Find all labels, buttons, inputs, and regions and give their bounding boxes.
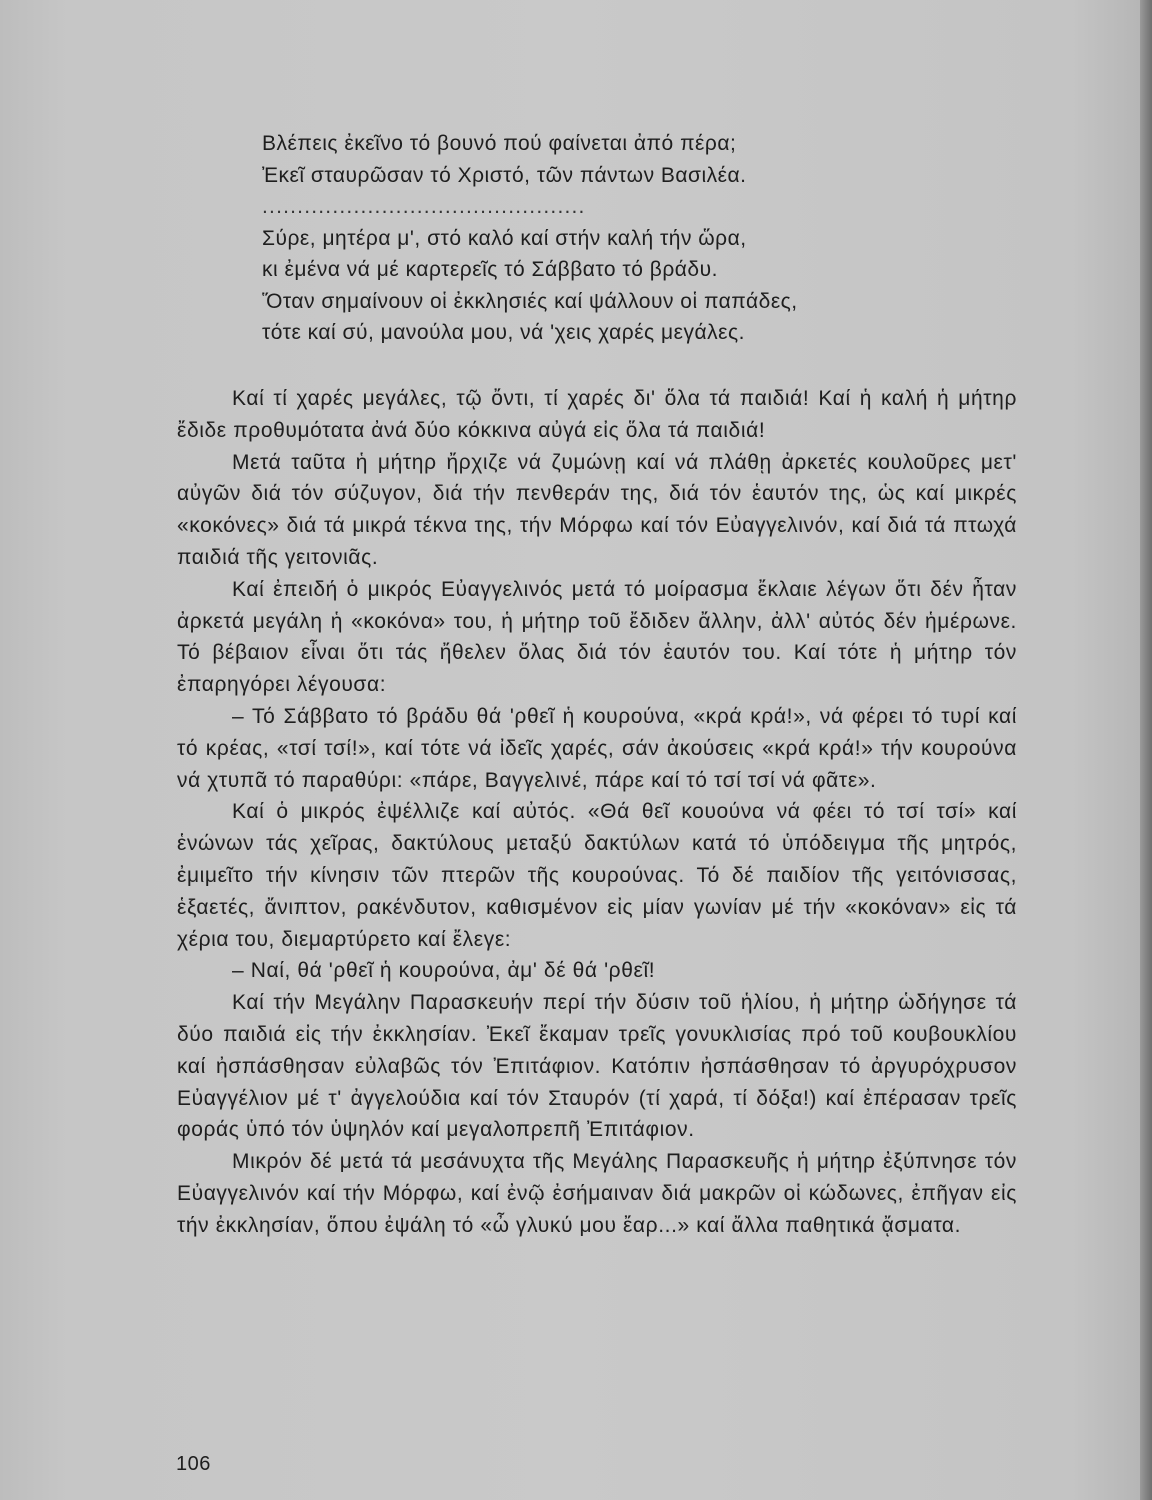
verse-line: Βλέπεις ἐκεῖνο τό βουνό πού φαίνεται ἀπό πέρα; [262, 132, 737, 155]
paragraph: Μετά ταῦτα ἡ μήτηρ ἤρχιζε νά ζυμώνῃ καί νά πλάθῃ ἀρκετές κουλοῦρες μετ' αὐγῶν διά τόν σύζυγον, διά τήν πενθεράν της, διά τόν ἑαυτόν της, ὡς καί μικρές «κοκόνες» διά τά μικρά τέκνα της, τήν Μόρφω καί τόν Εὐαγγελινόν, καί διά τά πτωχά παιδιά τῆς γειτονιᾶς. [177, 450, 1017, 569]
verse-line: Ἐκεῖ σταυρῶσαν τό Χριστό, τῶν πάντων Βασιλέα. [262, 163, 747, 187]
verse-line: κι ἐμένα νά μέ καρτερεῖς τό Σάββατο τό βράδυ. [262, 258, 718, 281]
verse-line: τότε καί σύ, μανούλα μου, νά 'χεις χαρές μεγάλες. [262, 321, 745, 344]
verse-line: Ὅταν σημαίνουν οἱ ἐκκλησιές καί ψάλλουν οἱ παπάδες, [262, 289, 798, 313]
paragraph: Μικρόν δέ μετά τά μεσάνυχτα τῆς Μεγάλης Παρασκευῆς ἡ μήτηρ ἐξύπνησε τόν Εὐαγγελινόν καί τήν Μόρφω, καί ἐνῷ ἐσήμαιναν διά μακρῶν οἱ κώδωνες, ἐπῆγαν εἰς τήν ἐκκλησίαν, ὅπου ἐψάλη τό «ὦ γλυκύ μου ἔαρ...» καί ἄλλα παθητικά ᾄσματα. [177, 1150, 1017, 1237]
verse-line: Σύρε, μητέρα μ', στό καλό καί στήν καλή τήν ὥρα, [262, 226, 747, 250]
paragraph: Καί ἐπειδή ὁ μικρός Εὐαγγελινός μετά τό μοίρασμα ἔκλαιε λέγων ὅτι δέν ἦταν ἀρκετά μεγάλη ἡ «κοκόνα» του, ἡ μήτηρ τοῦ ἔδιδεν ἄλλην, ἀλλ' αὐτός δέν ἡμέρωνε. Τό βέβαιον εἶναι ὅτι τάς ἤθελεν ὅλας διά τόν ἑαυτόν του. Καί τότε ἡ μήτηρ τόν ἐπαρηγόρει λέγουσα: [177, 577, 1017, 697]
verse-block [262, 128, 902, 349]
ellipsis-line: .............................................. [262, 195, 586, 218]
dialogue-paragraph: – Τό Σάββατο τό βράδυ θά 'ρθεῖ ἡ κουρούνα, «κρά κρά!», νά φέρει τό τυρί καί τό κρέας, «τσί τσί!», καί τότε νά ἰδεῖς χαρές, σάν ἀκούσεις «κρά κρά!» τήν κουρούνα νά χτυπᾶ τό παραθύρι: «πάρε, Βαγγελινέ, πάρε καί τό τσί τσί νά φᾶτε». [177, 704, 1017, 792]
paragraph: Καί τί χαρές μεγάλες, τῷ ὄντι, τί χαρές δι' ὅλα τά παιδιά! Καί ἡ καλή ἡ μήτηρ ἔδιδε προθυμότατα ἀνά δύο κόκκινα αὐγά εἰς ὅλα τά παιδιά! [177, 387, 1017, 442]
prose-block [177, 383, 1017, 1242]
page-edge-shadow [1140, 0, 1152, 1500]
paragraph: Καί τήν Μεγάλην Παρασκευήν περί τήν δύσιν τοῦ ἡλίου, ἡ μήτηρ ὡδήγησε τά δύο παιδιά εἰς τήν ἐκκλησίαν. Ἐκεῖ ἔκαμαν τρεῖς γονυκλισίας πρό τοῦ κουβουκλίου καί ἠσπάσθησαν εὐλαβῶς τόν Ἐπιτάφιον. Κατόπιν ἠσπάσθησαν τό ἀργυρόχρυσον Εὐαγγέλιον μέ τ' ἀγγελούδια καί τόν Σταυρόν (τί χαρά, τί δόξα!) καί ἐπέρασαν τρεῖς φοράς ὑπό τόν ὑψηλόν καί μεγαλοπρεπῆ Ἐπιτάφιον. [177, 991, 1017, 1142]
dialogue-paragraph: – Ναί, θά 'ρθεῖ ἡ κουρούνα, ἀμ' δέ θά 'ρθεῖ! [232, 959, 656, 983]
page-number: 106 [176, 1453, 211, 1475]
paragraph: Καί ὁ μικρός ἐψέλλιζε καί αὐτός. «Θά θεῖ κουούνα νά φέει τό τσί τσί» καί ἑνώνων τάς χεῖρας, δακτύλους μεταξύ δακτύλων κατά τό ὑπόδειγμα τῆς μητρός, ἐμιμεῖτο τήν κίνησιν τῶν πτερῶν τῆς κουρούνας. Τό δέ παιδίον τῆς γειτόνισσας, ἑξαετές, ἄνιπτον, ρακένδυτον, καθισμένον εἰς μίαν γωνίαν μέ τήν «κοκόναν» εἰς τά χέρια του, διεμαρτύρετο καί ἔλεγε: [177, 800, 1017, 951]
